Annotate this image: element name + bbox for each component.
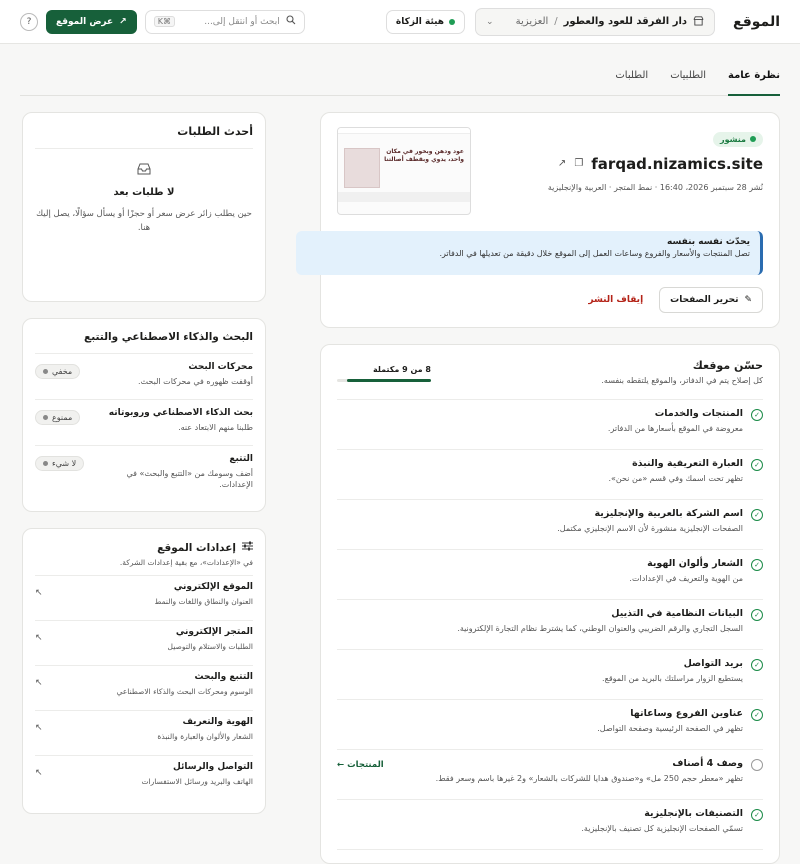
tab-orders[interactable]: الطلبيات (670, 70, 707, 81)
checklist-item-title: العبارة التعريفية والنبذة (632, 458, 743, 469)
arrow-up-left-icon: ↖ (35, 723, 43, 733)
seo-row[interactable] (35, 354, 253, 400)
settings-title: إعدادات الموقع (157, 541, 236, 554)
arrow-up-left-icon: ↖ (35, 633, 43, 643)
arrow-left-icon: ← (337, 760, 345, 770)
health-title: حسّن موقعك (692, 359, 763, 372)
settings-link-row[interactable] (35, 666, 253, 711)
settings-rows (35, 576, 253, 801)
checklist-item[interactable] (337, 750, 763, 800)
search-placeholder: ابحث أو انتقل إلى... (204, 16, 280, 27)
checklist (337, 399, 763, 850)
status-dot-icon (43, 369, 48, 374)
settings-link-row[interactable] (35, 621, 253, 666)
checklist-item-title: اسم الشركة بالعربية والإنجليزية (594, 508, 743, 519)
products-link[interactable] (337, 760, 384, 770)
seo-row[interactable] (35, 446, 253, 498)
progress-fill (347, 379, 431, 382)
zakat-label: هيئة الزكاة (395, 16, 445, 27)
auto-update-notice (296, 231, 763, 275)
search-ai-tracking-card (22, 318, 266, 512)
badge-label: ممنوع (52, 413, 73, 422)
checklist-item-desc: السجل التجاري والرقم الضريبي والعنوان الوطني، كما يشترط نظام التجارة الإلكترونية. (457, 624, 743, 633)
pencil-icon: ✎ (744, 295, 752, 305)
badge-label: لا شيء (52, 459, 77, 468)
settings-row-title: التواصل والرسائل (172, 762, 253, 772)
site-health-card (320, 344, 780, 864)
checklist-item-desc: يستطيع الزوار مراسلتك بالبريد من الموقع. (602, 674, 743, 683)
checklist-item-title: بريد التواصل (683, 658, 743, 669)
check-circle-icon: ✓ (751, 559, 763, 571)
settings-row-title: الهوية والتعريف (182, 717, 253, 727)
seo-row-desc: طلبنا منهم الابتعاد عنه. (178, 423, 253, 432)
checklist-item-desc: تظهر «معطر حجم 250 مل» و«صندوق هدايا للشركات بالشعار» و2 غيرها باسم وسعر فقط. (435, 774, 743, 783)
thumbnail-navbar (338, 128, 470, 134)
brand-title: الموقع (733, 13, 780, 30)
settings-row-desc: الوسوم ومحركات البحث والذكاء الاصطناعي (116, 687, 253, 696)
settings-link-row[interactable] (35, 576, 253, 621)
checklist-item-text (436, 758, 743, 791)
edit-pages-button[interactable] (659, 287, 763, 313)
store-name: دار الفرقد للعود والعطور (563, 16, 688, 27)
chevron-down-icon: ⌄ (486, 16, 494, 27)
settings-row-desc: الطلبات والاستلام والتوصيل (167, 642, 253, 651)
checklist-item-desc: معروضة في الموقع بأسعارها من الدفاتر. (607, 424, 743, 433)
view-site-label: عرض الموقع (56, 16, 114, 27)
store-icon (693, 15, 704, 29)
orders-title: أحدث الطلبات (35, 125, 253, 149)
thumbnail-image (344, 148, 380, 188)
status-dot-icon (449, 19, 455, 25)
checklist-item-desc: من الهوية والتعريف في الإعدادات. (629, 574, 743, 583)
zakat-status[interactable] (386, 10, 465, 34)
settings-row-title: التتبع والبحث (194, 672, 253, 682)
notice-title: يحدّث نفسه بنفسه (667, 237, 750, 247)
tab-requests[interactable]: الطلبات (615, 70, 649, 81)
site-card (320, 112, 780, 328)
settings-row-desc: العنوان والنطاق واللغات والنمط (154, 597, 253, 606)
settings-heading (35, 541, 253, 554)
checklist-item-title: وصف 4 أصناف (672, 758, 743, 769)
status-dot-icon (43, 461, 48, 466)
seo-title: البحث والذكاء الاصطناعي والتتبع (35, 331, 253, 354)
health-subtitle: كل إصلاح يتم في الدفاتر، والموقع يلتقطه بنفسه. (601, 376, 763, 385)
status-label: منشور (720, 134, 746, 144)
checklist-item-text (608, 408, 743, 441)
settings-row-desc: الهاتف والبريد ورسائل الاستفسارات (141, 777, 253, 786)
store-selector[interactable] (475, 8, 715, 36)
site-settings-card (22, 528, 266, 814)
checklist-item[interactable] (337, 600, 763, 650)
checklist-item-text (602, 658, 743, 691)
arrow-up-left-icon: ↖ (35, 588, 43, 598)
site-domain[interactable]: farqad.nizamics.site (591, 154, 763, 173)
checklist-item-desc: تظهر في الصفحة الرئيسية وصفحة التواصل. (597, 724, 743, 733)
checklist-item-desc: الصفحات الإنجليزية منشورة لأن الاسم الإنجليزي مكتمل. (557, 524, 743, 533)
checklist-item-title: البيانات النظامية في التذييل (611, 608, 743, 619)
shortcut-hint: ⌘K (154, 16, 175, 27)
checklist-item-title: التصنيفات بالإنجليزية (644, 808, 743, 819)
settings-subtitle: في «الإعدادات»، مع بقية إعدادات الشركة. (35, 558, 253, 576)
empty-title: لا طلبات بعد (113, 187, 175, 198)
latest-orders-card (22, 112, 266, 302)
checklist-item-title: عناوين الفروع وساعاتها (630, 708, 743, 719)
progress-label: 8 من 9 مكتملة (372, 365, 431, 374)
status-dot-icon (43, 415, 48, 420)
external-link-icon: ↗ (119, 16, 127, 27)
checklist-item-text (597, 708, 743, 741)
store-city: العزيزية (515, 16, 549, 27)
checklist-item-title: الشعار وألوان الهوية (647, 558, 743, 569)
progress-track (337, 379, 431, 382)
help-icon[interactable]: ? (20, 13, 38, 31)
empty-state (35, 163, 253, 235)
published-dot-icon (750, 136, 756, 142)
seo-row-title: محركات البحث (188, 362, 253, 372)
settings-link-row[interactable] (35, 711, 253, 756)
seo-status-badge (35, 456, 84, 471)
checklist-item-text (557, 508, 743, 541)
progress-indicator (337, 365, 431, 382)
open-link-icon[interactable]: ↗ (557, 158, 567, 169)
checklist-item-desc: تسمّي الصفحات الإنجليزية كل تصنيف بالإنجليزية. (581, 824, 743, 833)
tab-bar (20, 66, 780, 96)
checklist-item[interactable] (337, 500, 763, 550)
settings-row-desc: الشعار والألوان والعبارة والنبذة (157, 732, 253, 741)
empty-circle-icon (751, 759, 763, 771)
arrow-up-left-icon: ↖ (35, 678, 43, 688)
seo-row-title: بحث الذكاء الاصطناعي وروبوتاته (108, 408, 253, 418)
publish-meta: نُشر 28 سبتمبر 2026، 16:40 · نمط المتجر · العربية والإنجليزية (547, 182, 763, 192)
check-circle-icon: ✓ (751, 509, 763, 521)
check-circle-icon: ✓ (751, 659, 763, 671)
site-thumbnail[interactable] (337, 127, 471, 215)
settings-row-title: الموقع الإلكتروني (173, 582, 253, 592)
products-link-label: المنتجات (347, 760, 384, 770)
tab-overview[interactable]: نظرة عامة (728, 66, 780, 96)
seo-status-badge (35, 364, 80, 379)
seo-row-title: التتبع (229, 454, 253, 464)
seo-status-badge (35, 410, 80, 425)
store-separator: / (554, 16, 558, 27)
checklist-item[interactable] (337, 450, 763, 500)
checklist-item[interactable] (337, 650, 763, 700)
check-circle-icon: ✓ (751, 609, 763, 621)
checklist-item-desc: تظهر تحت اسمك وفي قسم «من نحن». (608, 474, 743, 483)
checklist-item[interactable] (337, 800, 763, 850)
status-badge (713, 132, 763, 147)
checklist-item-text (457, 608, 743, 641)
seo-row-desc: أوقفت ظهوره في محركات البحث. (138, 377, 253, 386)
checklist-item[interactable] (337, 700, 763, 750)
thumbnail-footer (338, 192, 470, 202)
stop-publish-button[interactable]: إيقاف النشر (588, 295, 644, 305)
checklist-item[interactable] (337, 550, 763, 600)
settings-link-row[interactable] (35, 756, 253, 801)
check-circle-icon: ✓ (751, 409, 763, 421)
arrow-up-left-icon: ↖ (35, 768, 43, 778)
settings-row-title: المتجر الإلكتروني (175, 627, 253, 637)
checklist-item-title: المنتجات والخدمات (654, 408, 743, 419)
seo-rows (35, 354, 253, 498)
site-actions (588, 287, 763, 313)
seo-row-desc: أضف وسومك من «التتبع والبحث» في الإعدادات. (126, 469, 253, 490)
view-site-button[interactable] (46, 10, 137, 34)
check-circle-icon: ✓ (751, 709, 763, 721)
thumbnail-headline: عود ودهن وبخور في مكان واحد، يدوي وبقطف أصالتنا (384, 148, 464, 163)
inbox-icon (35, 163, 253, 179)
check-circle-icon: ✓ (751, 459, 763, 471)
empty-desc: حين يطلب زائر عرض سعر أو حجزًا أو يسأل سؤالًا، يصل إليك هنا. (36, 209, 252, 233)
checklist-item-text (581, 808, 743, 841)
checklist-item[interactable] (337, 400, 763, 450)
copy-icon[interactable]: ❐ (574, 158, 584, 169)
search-icon (286, 15, 296, 28)
sliders-icon (242, 541, 253, 554)
top-bar (0, 0, 800, 44)
check-circle-icon: ✓ (751, 809, 763, 821)
edit-pages-label: تحرير الصفحات (670, 295, 739, 305)
checklist-item-text (608, 458, 743, 491)
search-input[interactable] (145, 10, 305, 34)
notice-text: تصل المنتجات والأسعار والفروع وساعات العمل إلى الموقع خلال دقيقة من تعديلها في الدفاتر. (439, 249, 750, 258)
seo-row[interactable] (35, 400, 253, 446)
badge-label: مخفي (52, 367, 73, 376)
checklist-item-text (629, 558, 743, 591)
